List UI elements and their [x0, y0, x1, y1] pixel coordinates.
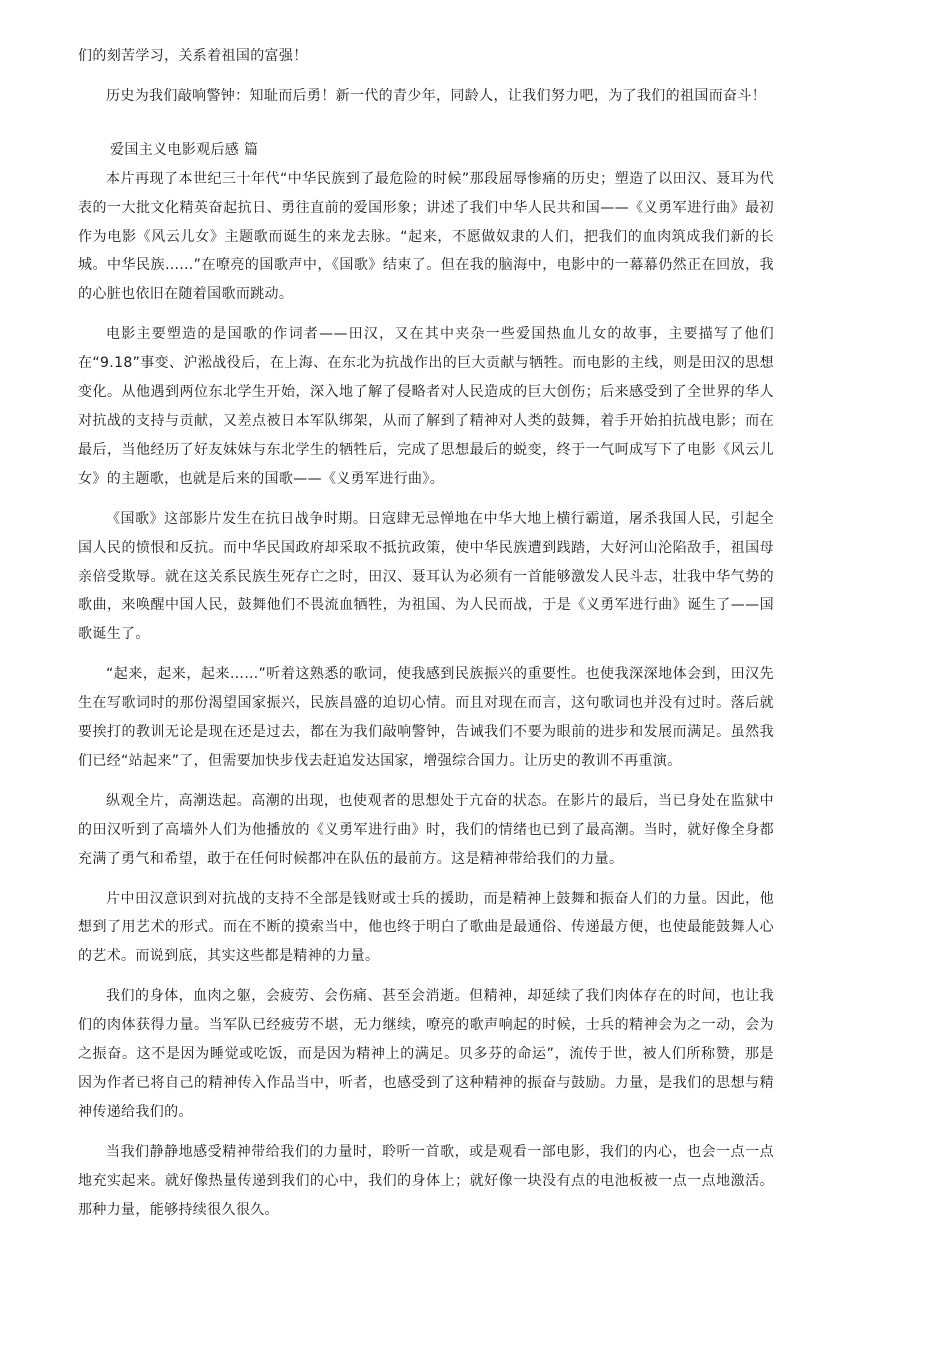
article-paragraph: 片中田汉意识到对抗战的支持不全部是钱财或士兵的援助，而是精神上鼓舞和振奋人们的力量。因此，他想到了用艺术的形式。而在不断的摸索当中，他也终于明白了歌曲是最通俗、传递最方便，也使最能鼓舞人心的艺术。而说到底，其实这些都是精神的力量。 [78, 890, 774, 965]
paragraph-gap [78, 874, 774, 885]
paragraph-gap [78, 309, 774, 320]
paragraph-gap [78, 71, 774, 82]
article-paragraph: 电影主要塑造的是国歌的作词者——田汉，又在其中夹杂一些爱国热血儿女的故事，主要描写了他们在“9.18”事变、沪淞战役后，在上海、在东北为抗战作出的巨大贡献与牺牲。而电影的主线，则是田汉的思想变化。从他遇到两位东北学生开始，深入地了解了侵略者对人民造成的巨大创伤；后来感受到了全世界的华人对抗战的支持与贡献，又差点被日本军队绑架，从而了解到了精神对人类的鼓舞，着手开始拍抗战电影；而在最后，当他经历了好友妹妹与东北学生的牺牲后，完成了思想最后的蜕变，终于一气呵成写下了电影《风云儿女》的主题歌，也就是后来的国歌——《义勇军进行曲》。 [78, 326, 774, 487]
paragraph-gap [78, 971, 774, 982]
article-paragraph: 我们的身体，血肉之躯，会疲劳、会伤痛、甚至会消逝。但精神，却延续了我们肉体存在的时间，也让我们的肉体获得力量。当军队已经疲劳不堪，无力继续，嘹亮的歌声响起的时候，士兵的精神会为之一动，会为之振奋。这不是因为睡觉或吃饭，而是因为精神上的满足。贝多芬的命运”，流传于世，被人们所称赞，那是因为作者已将自己的精神传入作品当中，听者，也感受到了这种精神的振奋与鼓励。力量，是我们的思想与精神传递给我们的。 [78, 988, 774, 1120]
article-paragraph: 本片再现了本世纪三十年代“中华民族到了最危险的时候”那段屈辱惨痛的历史；塑造了以田汉、聂耳为代表的一大批文化精英奋起抗日、勇往直前的爱国形象；讲述了我们中华人民共和国——《义勇军进行曲》最初作为电影《风云儿女》主题歌而诞生的来龙去脉。“起来，不愿做奴隶的人们，把我们的血肉筑成我们新的长城。中华民族……”在嘹亮的国歌声中，《国歌》结束了。但在我的脑海中，电影中的一幕幕仍然正在回放，我的心脏也依旧在随着国歌而跳动。 [78, 170, 774, 303]
article-heading: 爱国主义电影观后感 篇 [110, 141, 259, 158]
article-paragraph: 当我们静静地感受精神带给我们的力量时，聆听一首歌，或是观看一部电影，我们的内心，也会一点一点地充实起来。就好像热量传递到我们的心中，我们的身体上；就好像一块没有点的电池板被一点一点地激活。那种力量，能够持续很久很久。 [78, 1143, 774, 1218]
article-paragraph: 纵观全片，高潮迭起。高潮的出现，也使观者的思想处于亢奋的状态。在影片的最后，当已身处在监狱中的田汉听到了高墙外人们为他播放的《义勇军进行曲》时，我们的情绪也已到了最高潮。当时，就好像全身都充满了勇气和希望，敢于在任何时候都冲在队伍的最前方。这是精神带给我们的力量。 [78, 792, 774, 867]
article-paragraph: 《国歌》这部影片发生在抗日战争时期。日寇肆无忌惮地在中华大地上横行霸道，屠杀我国人民，引起全国人民的愤恨和反抗。而中华民国政府却采取不抵抗政策，使中华民族遭到践踏，大好河山沦陷敌手，祖国母亲倍受欺辱。就在这关系民族生死存亡之时，田汉、聂耳认为必须有一首能够激发人民斗志，壮我中华气势的歌曲，来唤醒中国人民，鼓舞他们不畏流血牺牲，为祖国、为人民而战，于是《义勇军进行曲》诞生了——国歌诞生了。 [78, 510, 774, 643]
paragraph-gap [78, 776, 774, 787]
paragraph-closing: 历史为我们敲响警钟：知耻而后勇！新一代的青少年，同龄人，让我们努力吧，为了我们的祖国而奋斗！ [106, 87, 767, 104]
paragraph-gap [78, 649, 774, 660]
document-page [78, 42, 774, 1225]
section-gap [78, 111, 774, 136]
article-paragraph: “起来，起来，起来……”听着这熟悉的歌词，使我感到民族振兴的重要性。也使我深深地体会到，田汉先生在写歌词时的那份渴望国家振兴，民族昌盛的迫切心情。而且对现在而言，这句歌词也并没有过时。落后就要挨打的教训无论是现在还是过去，都在为我们敲响警钟，告诫我们不要为眼前的进步和发展而满足。虽然我们已经“站起来”了，但需要加快步伐去赶追发达国家，增强综合国力。让历史的教训不再重演。 [78, 666, 774, 769]
paragraph-continuation: 们的刻苦学习，关系着祖国的富强！ [78, 48, 308, 64]
paragraph-gap [78, 1127, 774, 1138]
paragraph-gap [78, 494, 774, 505]
